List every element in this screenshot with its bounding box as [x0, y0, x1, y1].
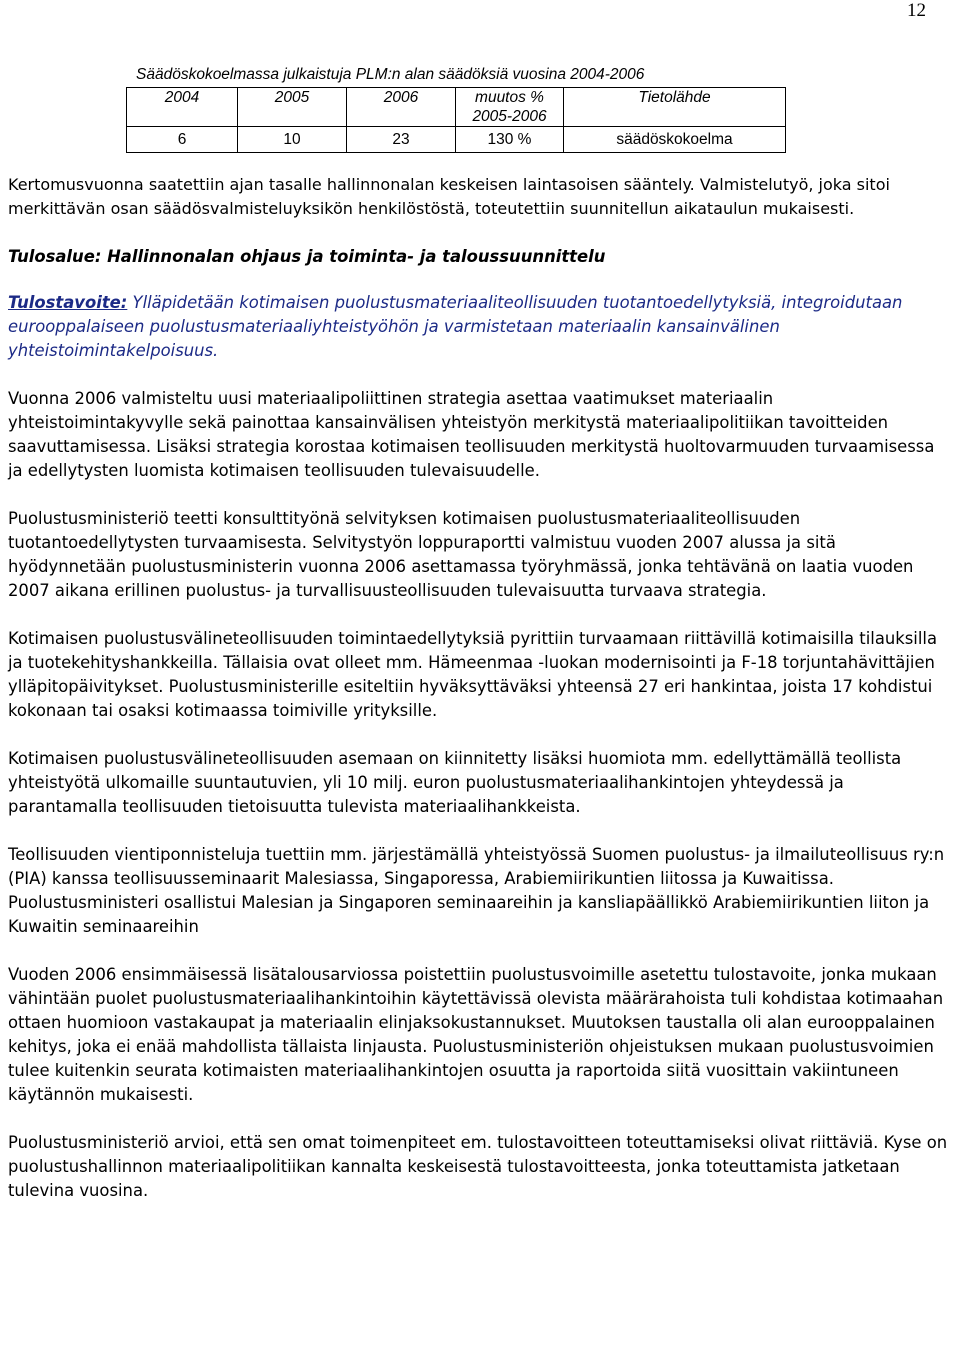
cell-2006: 23 [347, 127, 456, 153]
page-number: 12 [907, 0, 926, 21]
document-body [8, 173, 953, 1227]
header-2005: 2005 [238, 88, 347, 127]
table-header-row [127, 88, 786, 127]
paragraph-study: Puolustusministeriö teetti konsulttityönä selvityksen kotimaisen puolustusmateriaaliteollisuuden tuotantoedellytysten turvaamisesta. Selvitystyön loppuraportti valmistuu vuoden 2007 alussa ja sitä hyödynnetään puolustusministerin vuonna 2006 asettamassa työryhmässä, jonka tehtävänä on laatia vuoden 2007 aikana erillinen puolustus- ja turvallisuusteollisuuden tulevaisuutta turvaava strategia. [8, 509, 914, 600]
paragraph-domestic-orders: Kotimaisen puolustusvälineteollisuuden toimintaedellytyksiä pyrittiin turvaamaan riittävillä kotimaisilla tilauksilla ja tuotekehityshankkeilla. Tällaisia ovat olleet mm. Hämeenmaa -luokan modernisointi ja F-18 torjuntahävittäjien ylläpitopäivitykset. Puolustusministerille esiteltiin hyväksyttäväksi yhteensä 27 eri hankintaa, joista 17 kohdistui kokonaan tai osaksi kotimaassa toimiville yrityksille. [8, 629, 937, 720]
paragraph-strategy: Vuonna 2006 valmisteltu uusi materiaalipoliittinen strategia asettaa vaatimukset materiaalin yhteistoimintakyvylle sekä painottaa kansainvälisen yhteistyön merkitystä materiaalipolitiikan tavoitteiden saavuttamisessa. Lisäksi strategia korostaa kotimaisen teollisuuden merkitystä huoltovarmuuden turvaamisessa ja edellytysten luomista kotimaisen teollisuuden tulevaisuudelle. [8, 389, 935, 480]
header-2004: 2004 [127, 88, 238, 127]
paragraph-export: Teollisuuden vientiponnisteluja tuettiin mm. järjestämällä yhteistyössä Suomen puolustus- ja ilmailuteollisuus ry:n (PIA) kanssa teollisuusseminaarit Malesiassa, Singaporessa, Arabiemiirikuntien liitossa ja Kuwaitissa. Puolustusministeri osallistui Malesian ja Singaporen seminaareihin ja kansliapäällikkö Arabiemiirikuntien liiton ja Kuwaitin seminaareihin [8, 845, 945, 936]
statistics-table [126, 87, 786, 153]
goal-text: Ylläpidetään kotimaisen puolustusmateriaaliteollisuuden tuotantoedellytyksiä, integroidutaan eurooppalaiseen puolustusmateriaaliyhteistyöhön ja varmistetaan materiaalin kansainvälinen yhteistoimintakelpoisuus. [8, 293, 903, 360]
header-change [456, 88, 564, 127]
paragraph-industrial-cooperation: Kotimaisen puolustusvälineteollisuuden asemaan on kiinnitetty lisäksi huomiota mm. edellyttämällä teollista yhteistyötä ulkomaille suuntautuvien, yli 10 milj. euron puolustusmateriaalihankintojen yhteydessä ja parantamalla teollisuuden tietoisuutta tulevista materiaalihankkeista. [8, 749, 902, 816]
header-2006: 2006 [347, 88, 456, 127]
header-change-period: 2005-2006 [472, 108, 547, 125]
section-heading: Tulosalue: Hallinnonalan ohjaus ja toiminta- ja taloussuunnittelu [8, 247, 606, 266]
performance-goal [8, 291, 953, 363]
cell-2005: 10 [238, 127, 347, 153]
cell-2004: 6 [127, 127, 238, 153]
header-change-label: muutos % [475, 89, 544, 106]
goal-label: Tulostavoite: [8, 293, 128, 312]
paragraph-budget: Vuoden 2006 ensimmäisessä lisätalousarviossa poistettiin puolustusvoimille asetettu tulostavoite, jonka mukaan vähintään puolet puolustusmateriaalihankintoihin käytettävissä olevista määrärahoista tuli kohdistaa kotimaahan ottaen huomioon vastakaupat ja materiaalin elinjaksokustannukset. Muutoksen taustalla oli alan eurooppalainen kehitys, joka ei enää mahdollista tällaista linjausta. Puolustusministeriön ohjeistuksen mukaan puolustusvoimien tulee kuitenkin seurata kotimaisten materiaalihankintojen osuutta ja raportoida siitä vuosittain vakiintuneen käytännön mukaisesti. [8, 965, 944, 1104]
table-caption: Säädöskokoelmassa julkaistuja PLM:n alan säädöksiä vuosina 2004-2006 [136, 66, 645, 83]
table-row [127, 127, 786, 153]
paragraph-legislation: Kertomusvuonna saatettiin ajan tasalle hallinnonalan keskeisen laintasoisen sääntely. Valmistelutyö, joka sitoi merkittävän osan säädösvalmisteluyksikön henkilöstöstä, toteutettiin suunnitellun aikataulun mukaisesti. [8, 175, 890, 218]
header-source: Tietolähde [564, 88, 786, 127]
cell-change: 130 % [456, 127, 564, 153]
cell-source: säädöskokoelma [564, 127, 786, 153]
paragraph-assessment: Puolustusministeriö arvioi, että sen omat toimenpiteet em. tulostavoitteen toteuttamiseksi olivat riittäviä. Kyse on puolustushallinnon materiaalipolitiikan kannalta keskeisestä tulostavoitteesta, jonka toteuttamista jatketaan tulevina vuosina. [8, 1133, 948, 1200]
